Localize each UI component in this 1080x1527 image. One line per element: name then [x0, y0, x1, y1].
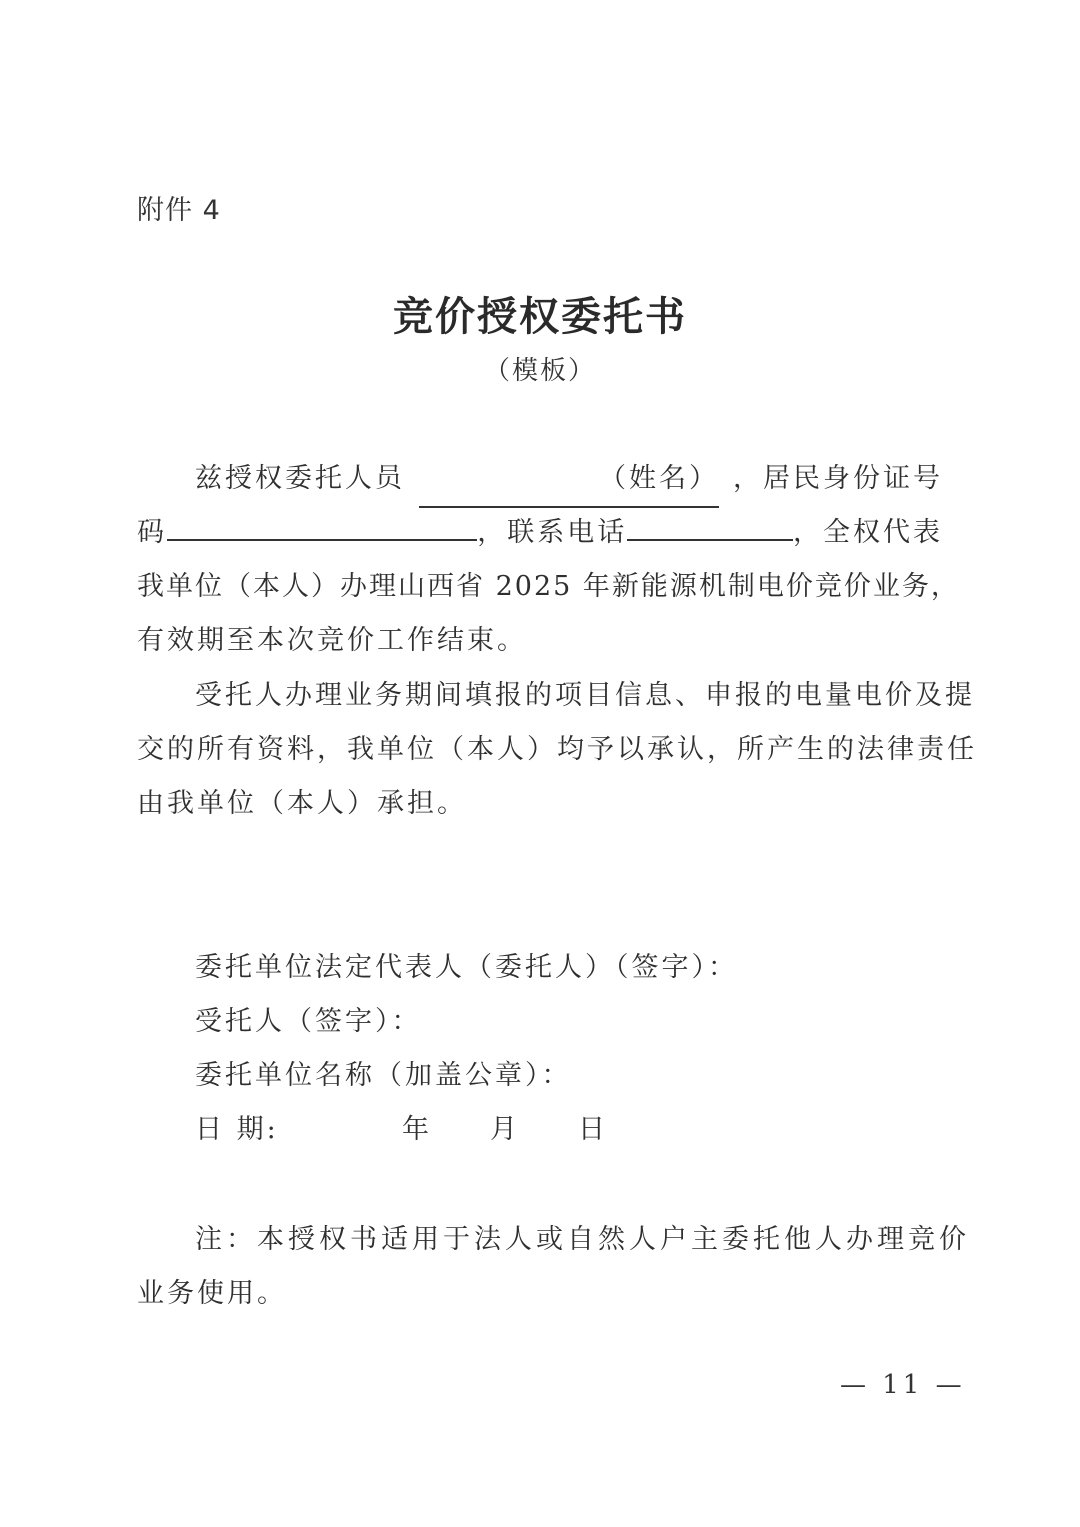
para1-line3: 我单位（本人）办理山西省 2025 年新能源机制电价竞价业务，: [137, 571, 960, 602]
date-day: 日: [578, 1114, 608, 1145]
legal-rep-signature-label: 委托单位法定代表人（委托人）（签字）：: [195, 952, 738, 983]
unit-name-label: 委托单位名称（加盖公章）：: [195, 1060, 572, 1091]
document-subtitle: （模板）: [483, 356, 596, 386]
name-blank[interactable]: [419, 452, 719, 508]
text: 兹授权委托人员: [195, 463, 405, 494]
date-label: 日 期:: [195, 1114, 279, 1145]
para2-line2: 交的所有资料，我单位（本人）均予以承认，所产生的法律责任: [137, 734, 977, 765]
date-year: 年: [402, 1114, 432, 1145]
text: 码: [137, 517, 167, 548]
para1-line4: 有效期至本次竞价工作结束。: [137, 625, 527, 656]
trustee-signature-label: 受托人（签字）：: [195, 1006, 422, 1037]
para2-line1: 受托人办理业务期间填报的项目信息、申报的电量电价及提: [195, 680, 975, 711]
page-number: — 11 —: [840, 1370, 966, 1400]
note-line1: 注：本授权书适用于法人或自然人户主委托他人办理竞价: [195, 1224, 970, 1255]
document-title: 竞价授权委托书: [393, 293, 687, 340]
phone-blank[interactable]: [627, 509, 793, 541]
attachment-label: 附件 4: [137, 195, 221, 226]
name-hint: （姓名）: [599, 463, 719, 494]
para1-line2: [137, 506, 943, 560]
para1-line1: [137, 452, 943, 506]
note-line2: 业务使用。: [137, 1278, 287, 1309]
para2-line3: 由我单位（本人）承担。: [137, 788, 467, 819]
text: ，联系电话: [477, 517, 628, 548]
text: ，居民身份证号: [733, 463, 943, 494]
id-number-blank[interactable]: [167, 509, 477, 541]
date-month: 月: [490, 1114, 520, 1145]
text: ，全权代表: [793, 517, 943, 548]
